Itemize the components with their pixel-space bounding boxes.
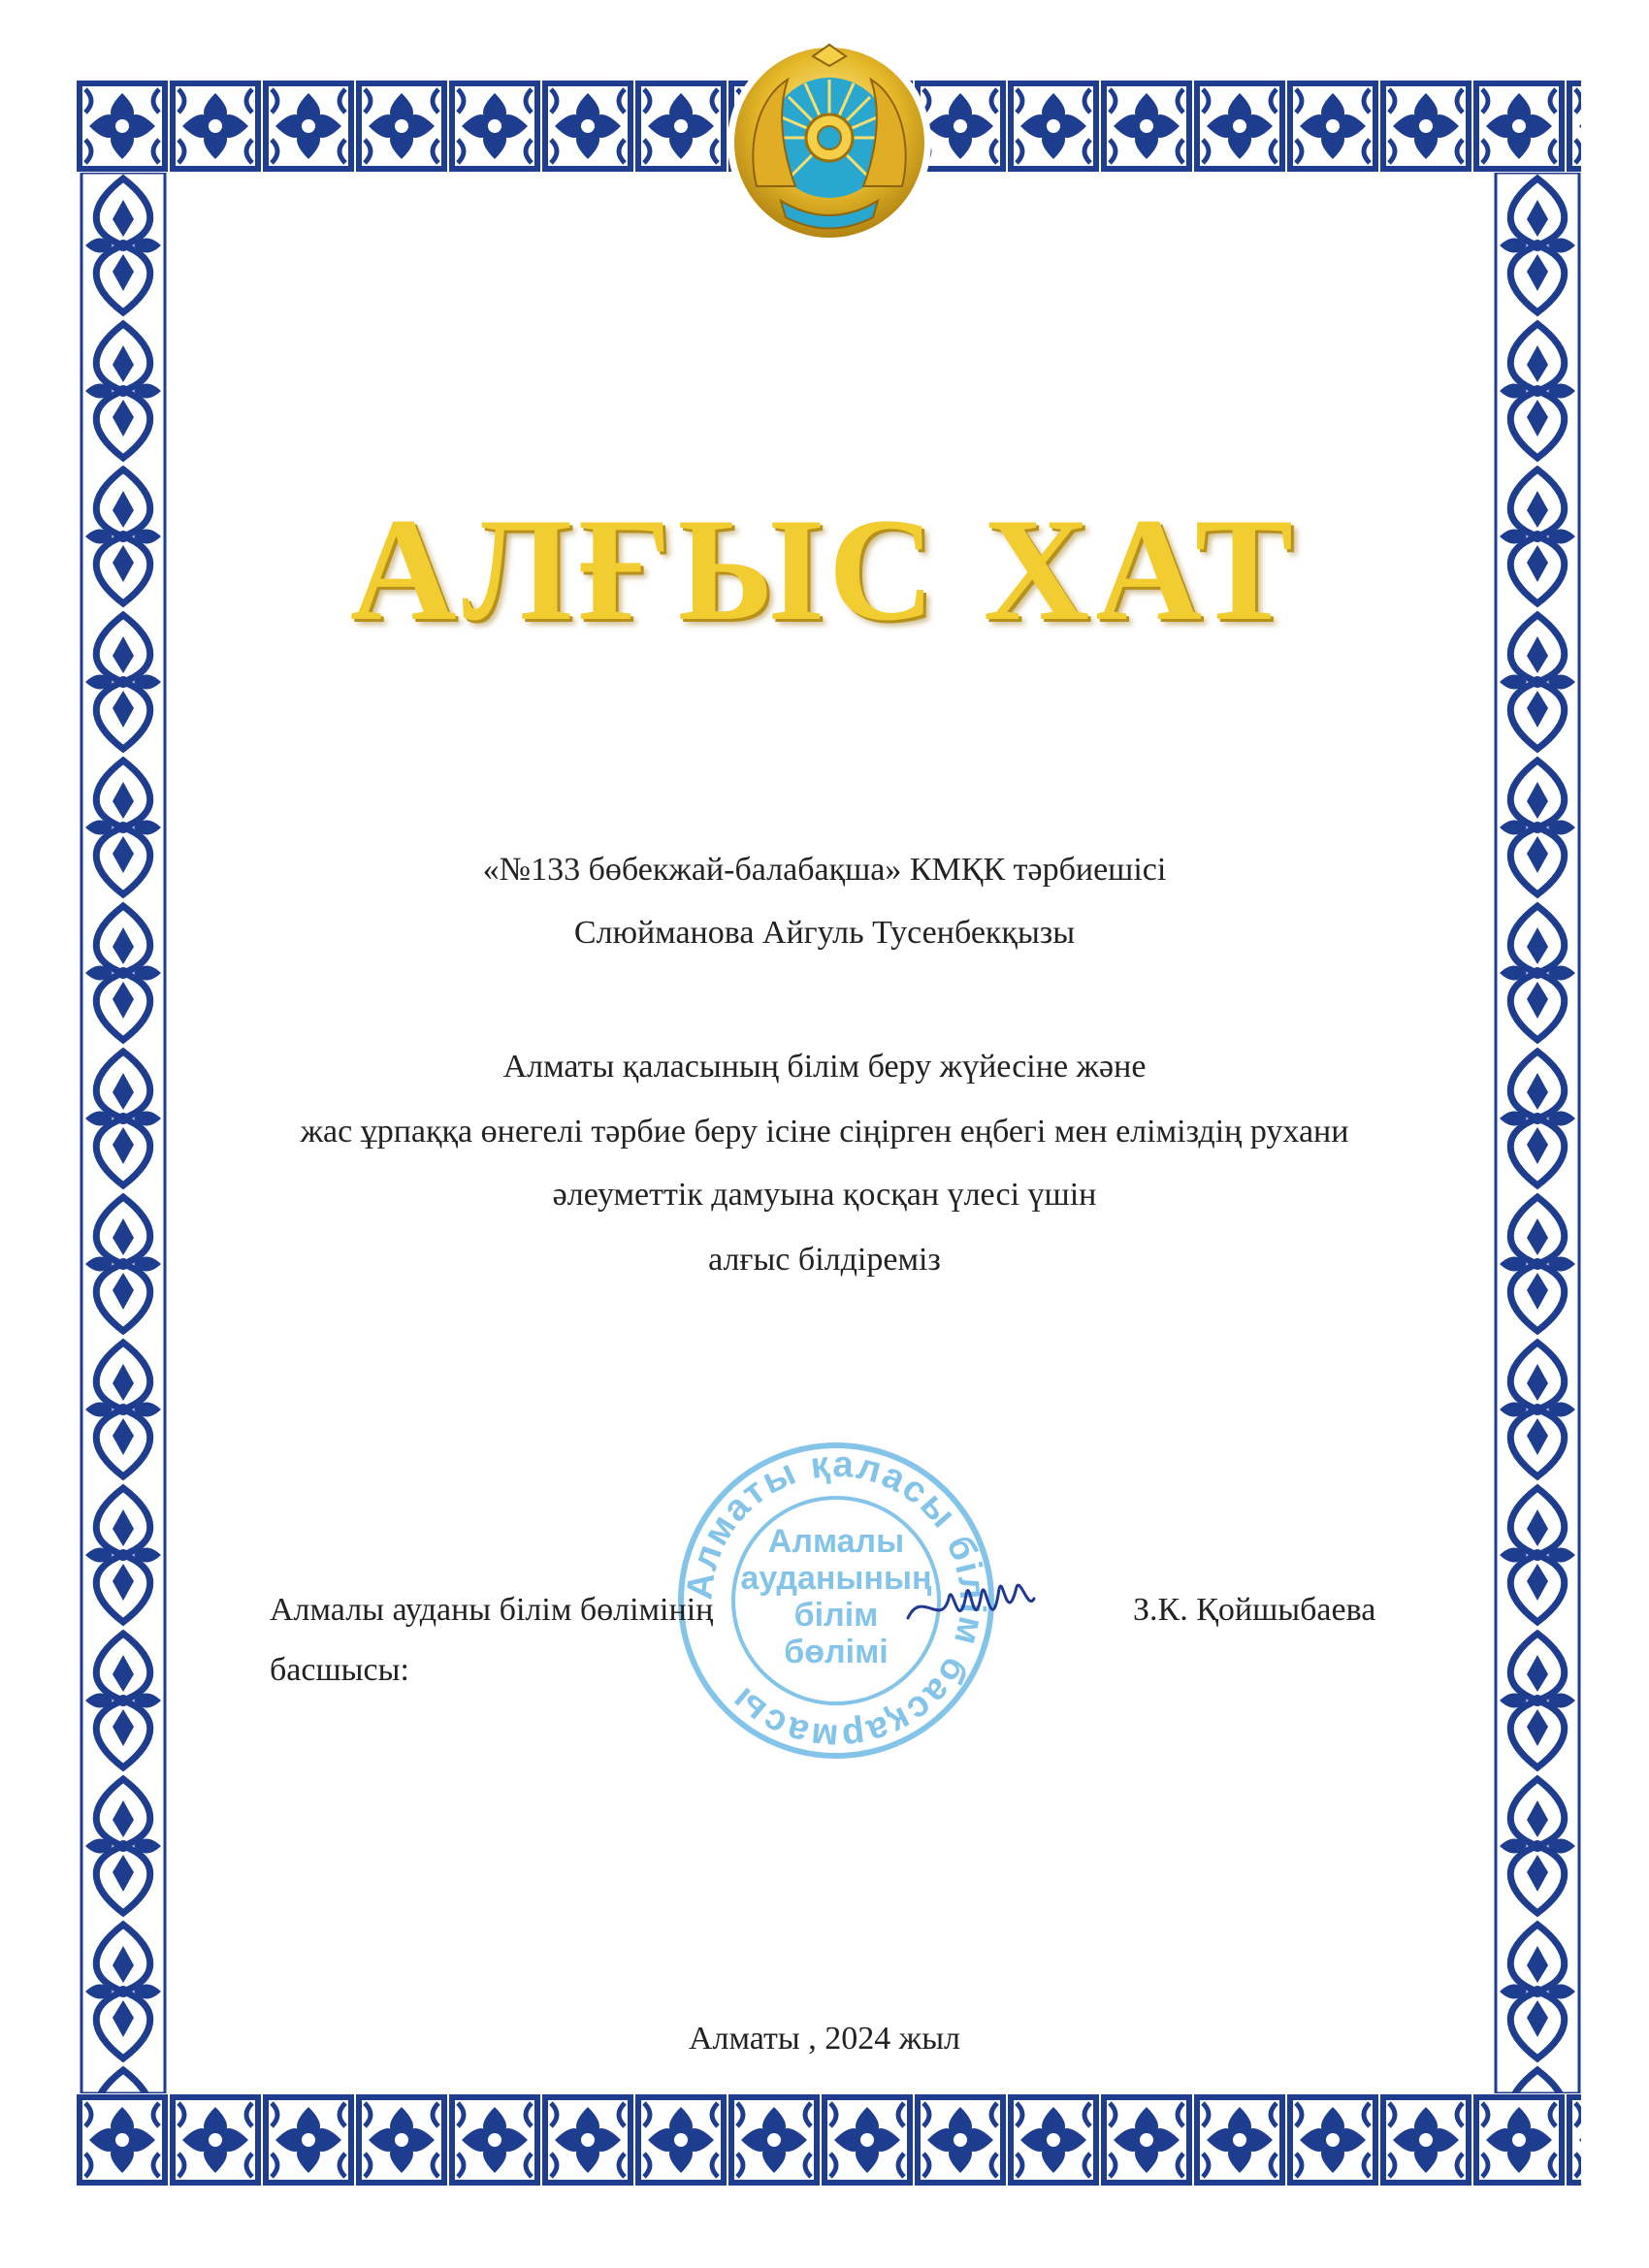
stamp-inner-line-4: бөлімі: [784, 1634, 889, 1670]
body-line-1: Алматы қаласының білім беру жүйесіне және: [502, 1049, 1147, 1085]
ornament-border-bottom: [76, 2093, 1581, 2187]
recipient-name: Слюйманова Айгуль Тусенбекқызы: [573, 915, 1076, 951]
stamp-inner-line-3: білім: [793, 1597, 879, 1634]
body-line-2: жас ұрпаққа өнегелі тәрбие беру ісіне сіңірген еңбегі мен еліміздің рухани: [300, 1114, 1349, 1150]
body-line-3: әлеуметтік дамуына қосқан үлесі үшін: [552, 1177, 1097, 1213]
ornament-border-left: [78, 173, 169, 2093]
stamp-outer-text: Алматы қаласы білім басқармасы: [679, 1443, 993, 1758]
recipient-organization: «№133 бөбекжай-балабақша» КМҚК тәрбиешісі: [482, 852, 1167, 888]
stamp-inner-line-1: Алмалы: [767, 1523, 905, 1560]
certificate-title: АЛҒЫС ХАТ: [349, 488, 1300, 651]
place-and-year: Алматы , 2024 жыл: [688, 2021, 961, 2057]
ornament-border-right: [1492, 173, 1583, 2093]
signatory-position-line1: Алмалы ауданы білім бөлімінің: [270, 1592, 714, 1628]
body-line-4: алғыс білдіреміз: [708, 1242, 941, 1278]
signatory-name: З.К. Қойшыбаева: [1133, 1592, 1376, 1628]
kazakhstan-state-emblem-icon: [728, 41, 931, 244]
stamp-inner-line-2: ауданының: [740, 1560, 932, 1597]
handwritten-signature: [902, 1560, 1038, 1657]
signatory-position-line2: басшысы:: [270, 1652, 409, 1688]
